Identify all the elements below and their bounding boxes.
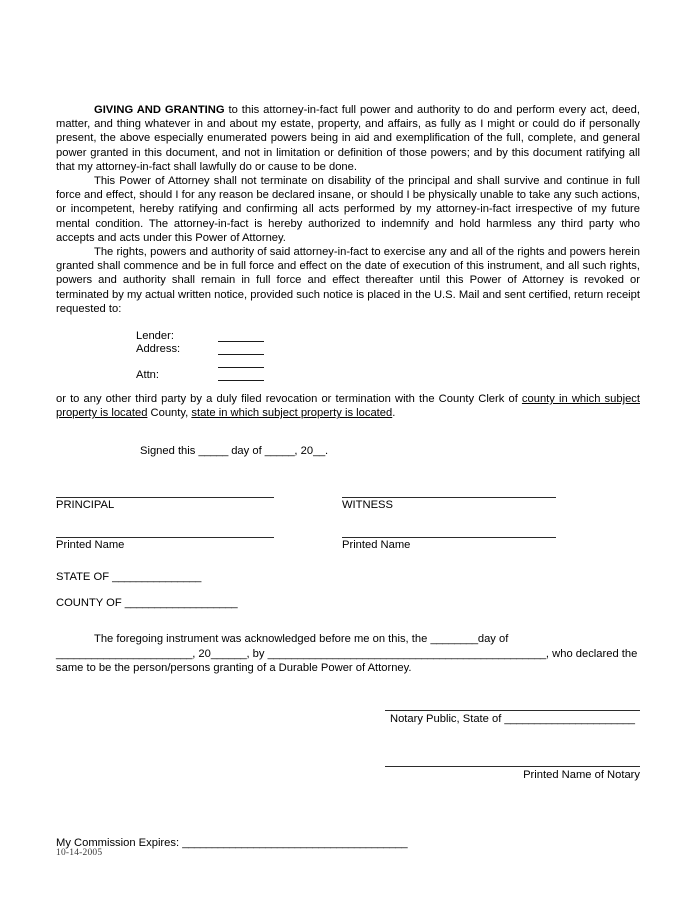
footer-revision-date: 10-14-2005 [56,848,103,858]
state-of-label: STATE OF [56,571,113,584]
paragraph-revocation-notice [56,392,640,420]
address-fill-line-1[interactable] [218,354,264,355]
ack-line2-text-c: , who declared the [545,647,638,660]
principal-printed-name-label: Printed Name [56,539,125,552]
address-fill-line-2[interactable] [218,367,264,368]
county-placeholder: county in which subject property is located [56,393,640,420]
ack-name-blank[interactable]: _______________________________________________ [267,647,546,660]
principal-printed-name-line[interactable] [56,537,274,538]
notary-public-label: Notary Public, State of [390,712,505,725]
venue-block [56,570,640,610]
signed-suffix: . [324,445,329,458]
signed-middle: day of [228,445,265,458]
notary-state-blank[interactable]: ______________________ [504,712,635,725]
signed-date-line [140,444,640,458]
witness-label: WITNESS [342,499,393,512]
acknowledgment-paragraph-line3: same to be the person/persons granting of a Durable Power of Attorney. [56,662,412,675]
commission-expires-label: My Commission Expires: [56,836,183,849]
lender-fill-line[interactable] [218,341,264,342]
paragraph-giving-and-granting [56,103,640,174]
acknowledgment-paragraph-line2 [56,647,640,661]
revocation-text-before: or to any other third party by a duly filed revocation or termination with the County Clerk of [56,393,522,406]
ack-day-blank[interactable]: ________ [430,633,478,646]
ack-line1-text-a: The foregoing instrument was acknowledged before me on this, the [94,633,431,646]
principal-label: PRINCIPAL [56,499,115,512]
paragraph-durability: This Power of Attorney shall not terminate on disability of the principal and shall survive and continue in full force and effect, should I for any reason be declared insane, or should I be physically unable to take any such actions, or incompetent, hereby ratifying and confirming all acts performed by my attorney-in-fact irrespective of my future mental condition. The attorney-in-fact is hereby authorized to indemnify and hold harmless any third party who accepts and acts under this Power of Attorney. [56,175,640,244]
notary-block [56,710,640,810]
ack-month-blank[interactable]: _______________________ [56,647,193,660]
notary-signature-line[interactable] [385,710,640,711]
notary-public-caption [390,713,640,726]
revocation-text-after: . [392,407,396,420]
signed-prefix: Signed this [140,445,199,458]
notary-printed-name-label: Printed Name of Notary [523,768,640,781]
ack-line2-text-b: , by [246,647,268,660]
ack-line1-text-b: day of [477,633,509,646]
county-of-blank[interactable]: ___________________ [124,597,238,610]
state-of-blank[interactable]: _______________ [112,571,201,584]
county-of-line [56,596,640,610]
witness-signature-line[interactable] [342,497,556,498]
notary-printed-name-line[interactable] [385,766,640,767]
principal-signature-line[interactable] [56,497,274,498]
attn-fill-line[interactable] [218,380,264,381]
commission-expires-line [56,836,640,850]
paragraph-1-text: to this attorney-in-fact full power and authority to do and perform every act, deed, matter, and thing whatever in and about my estate, property, and affairs, as fully as I might or could do if personally present, the above especially enumerated powers being in aid and exemplification of the full, complete, and general power granted in this document, and not in limitation or definition of those powers; and by this document ratifying all that my attorney-in-fact shall lawfully do or cause to be done. [56,104,640,173]
signed-day-blank[interactable]: _____ [198,445,229,458]
witness-printed-name-label: Printed Name [342,539,411,552]
revocation-text-middle: County, [147,407,192,420]
document-body [56,103,640,850]
acknowledgment-block [56,632,640,675]
address-label: Address: [136,343,181,356]
signature-section [56,484,640,570]
signed-month-blank[interactable]: _____ [264,445,295,458]
county-of-label: COUNTY OF [56,597,125,610]
paragraph-lead-text: GIVING AND GRANTING [94,104,225,116]
ack-line2-text-a: , 20 [192,647,211,660]
lender-label: Lender: [136,330,174,343]
state-placeholder: state in which subject property is located [191,407,393,420]
state-of-line [56,570,640,584]
attn-label: Attn: [136,369,160,382]
acknowledgment-paragraph [56,632,640,646]
signed-year-prefix: , 20 [294,445,314,458]
notice-address-block [56,330,640,392]
witness-printed-name-line[interactable] [342,537,556,538]
ack-year-blank[interactable]: ______ [210,647,247,660]
signed-year-blank[interactable]: __ [313,445,325,458]
commission-expires-blank[interactable]: ______________________________________ [182,836,408,849]
paragraph-rights-and-powers: The rights, powers and authority of said attorney-in-fact to exercise any and all of the rights and powers herein granted shall commence and be in full force and effect on the date of execution of this instrument, and all such rights, powers and authority shall remain in full force and effect thereafter until this Power of Attorney is revoked or terminated by my actual written notice, provided such notice is placed in the U.S. Mail and sent certified, return receipt requested to: [56,246,640,315]
